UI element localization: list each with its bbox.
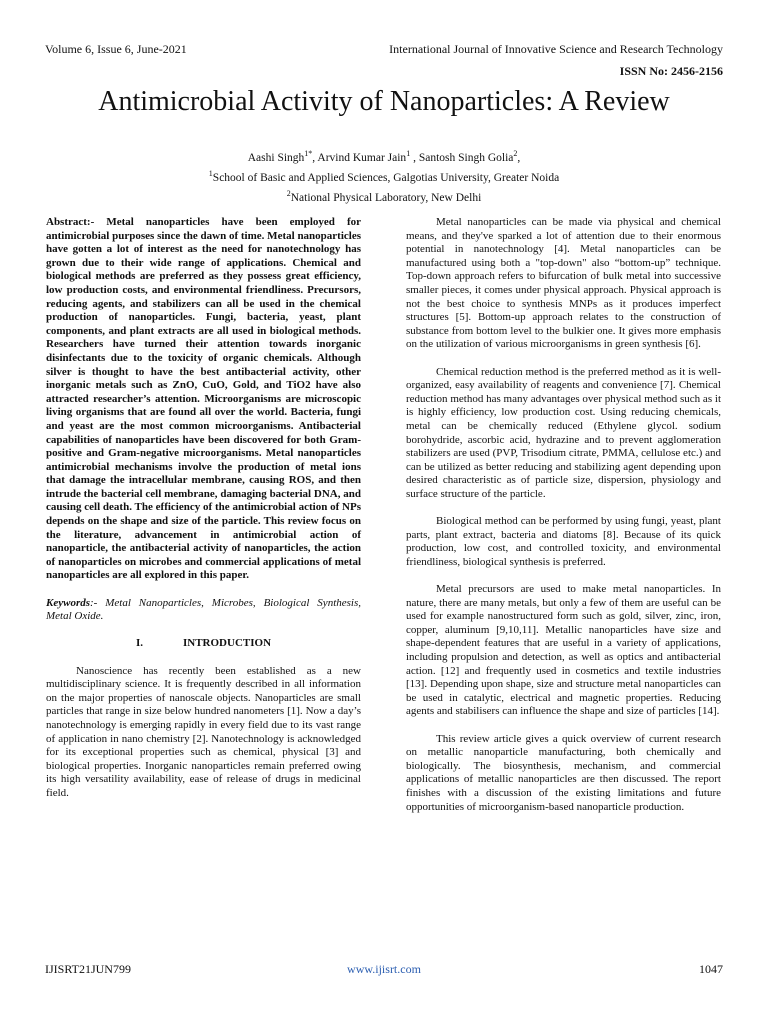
author-3-sup: 2 — [513, 149, 518, 158]
paragraph-synthesis-methods: Metal nanoparticles can be made via physical and chemical means, and they've sparked a lot of attention due to their enormous potential in nanotechnology [4]. Metal nanoparticles can be manufactured using both a "top-down" also “bottom-up” technique. Top-down approach refers to bifurcation of bulk metal into successive smaller pieces, it comes under physical approach. Physical approach is not the best choice to synthesis MNPs as it produces imperfect structures [5]. Bottom-up approach relates to the construction of substance from bottom level to the bulkier one. It gives more emphasis on the utilization of various microorganisms in green synthesis [6]. — [406, 216, 721, 351]
paragraph-biological-method: Biological method can be performed by using fungi, yeast, plant parts, plant extract, bacteria and diatoms [8]. Because of its quick production, low cost, and controlled toxicity, and environmental friendliness, biological synthesis is preferred. — [406, 515, 721, 568]
right-column — [406, 216, 721, 828]
intro-paragraph-1: Nanoscience has recently been established as a new multidisciplinary science. It is frequently described in all information on the major properties of nanoscale objects. Nanoparticles are small particles that range in size below hundred nanometers [1]. Now a day’s nanotechnology is emerging rapidly in every field due to its vast range of application in nano chemistry [2]. Nanotechnology is acknowledged for its exceptional properties such as chemical, physical [3] and biological properties. Inorganic nanoparticles remain preferred owing its high versatility availability, ease of release of drugs in medicinal field. — [46, 664, 361, 799]
section-title: INTRODUCTION — [183, 637, 272, 650]
left-column — [46, 216, 361, 814]
footer-article-id: IJISRT21JUN799 — [45, 962, 131, 976]
paragraph-review-overview: This review article gives a quick overview of current research on metallic nanoparticle manufacturing, both chemically and biologically. The biosynthesis, mechanism, and commercial applications of metallic nanoparticles are then discussed. The report finishes with a discussion of the existing limitations and future opportunities of microorganism-based nanoparticle production. — [406, 732, 721, 813]
affiliation-1 — [0, 166, 768, 186]
keywords — [46, 597, 361, 624]
author-2: , Arvind Kumar Jain — [312, 151, 407, 164]
affiliation-1-sup: 1 — [208, 168, 213, 178]
author-3: , Santosh Singh Golia — [410, 151, 514, 164]
section-heading-introduction — [46, 637, 361, 651]
author-line — [0, 146, 768, 166]
footer-url-link[interactable]: www.ijisrt.com — [347, 962, 421, 976]
affiliation-2-sup: 2 — [286, 188, 291, 198]
affiliation-2-text: National Physical Laboratory, New Delhi — [290, 191, 482, 204]
author-1-sup: 1* — [304, 149, 313, 158]
author-block — [0, 146, 768, 205]
author-line-end: , — [517, 151, 521, 164]
keywords-label: Keywords — [46, 596, 90, 609]
affiliation-1-text: School of Basic and Applied Sciences, Galgotias University, Greater Noida — [212, 171, 560, 184]
author-2-sup: 1 — [406, 149, 411, 158]
paragraph-metal-precursors: Metal precursors are used to make metal nanoparticles. In nature, there are many metals, but only a few of them are useful can be used for example nanostructured form such as gold, silver, zinc, iron, copper, aluminum [9,10,11]. Metallic nanoparticles have size and shape-dependent features that are useful in a variety of applications, including propulsion and detection, as well as optics and antibacterial action. [12] and frequently used in cosmetics and textile industries [13]. Depending upon shape, size and structure metal nanoparticles can be used in catalytic, electrical and magnetic properties. Reducing agents and stabilisers can influence the shape and size of particles [14]. — [406, 583, 721, 718]
affiliation-2 — [0, 186, 768, 206]
author-1: Aashi Singh — [247, 151, 305, 164]
volume-info: Volume 6, Issue 6, June-2021 — [45, 42, 187, 56]
paragraph-chemical-reduction: Chemical reduction method is the preferred method as it is well-organized, easy availability of reagents and convenience [7]. Chemical reduction method has many advantages over physical method such as it is highly efficiency, low production cost. Using reducing chemicals, metal can be chemically reduced (Ethylene glycol. sodium borohydride, ascorbic acid, hydrazine and to prevent agglomeration stabilizers are used (PVP, Trisodium citrate, PMMA, cellulose etc.) and can be utilized as better reducing and stabilizing agent depending upon desired characteristic as of particle size, dispersion, physiology and surface structure of the particle. — [406, 365, 721, 500]
issn: ISSN No: 2456-2156 — [619, 64, 723, 78]
abstract: Abstract:- Metal nanoparticles have been employed for antimicrobial purposes since the dawn of time. Metal nanoparticles have gotten a lot of interest as the need for nanotechnology has grown due to their wide range of applications. Chemical and biological methods are preferred as they possess great efficiency, low production costs, and environmental friendliness. Precursors, reducing agents, and stabilizers can all be used in the chemical production of nanoparticles. Fungi, bacteria, yeast, plant components, and plant extracts are all used in biological methods. Researchers have turned their attention towards inorganic disinfectants due to the toxicity of organic chemicals. Although silver is thought to have the best antibacterial activity, other inorganic metals such as ZnO, CuO, Gold, and TiO2 have also attracted researcher’s attention. Microorganisms are microscopic living organisms that are found all over the world. Bacteria, fungi and yeast are the most common microorganisms. Antibacterial capabilities of nanoparticles have been discovered for both Gram-positive and Gram-negative microorganisms. Metal nanoparticles antimicrobial mechanisms involve the production of metal ions that damage the intracellular membrane, causing ROS, and then intrude the bacterial cell membrane, damaging bacterial DNA, and causing cell death. The efficiency of the antimicrobial action of NPs depends on the shape and size of the particle. This review focus on the literature, advancement in antimicrobial action of nanoparticle, the antibacterial activity of nanoparticles, the action of nanoparticles on microbes and commercial applications of metal nanoparticles are all explored in this paper. — [46, 216, 361, 582]
footer-page-number: 1047 — [699, 962, 723, 976]
paper-title: Antimicrobial Activity of Nanoparticles: A Review — [98, 86, 670, 117]
section-number: I. — [135, 637, 143, 650]
keywords-text: :- Metal Nanoparticles, Microbes, Biological Synthesis, Metal Oxide. — [46, 596, 361, 623]
journal-name: International Journal of Innovative Science and Research Technology — [389, 42, 723, 56]
